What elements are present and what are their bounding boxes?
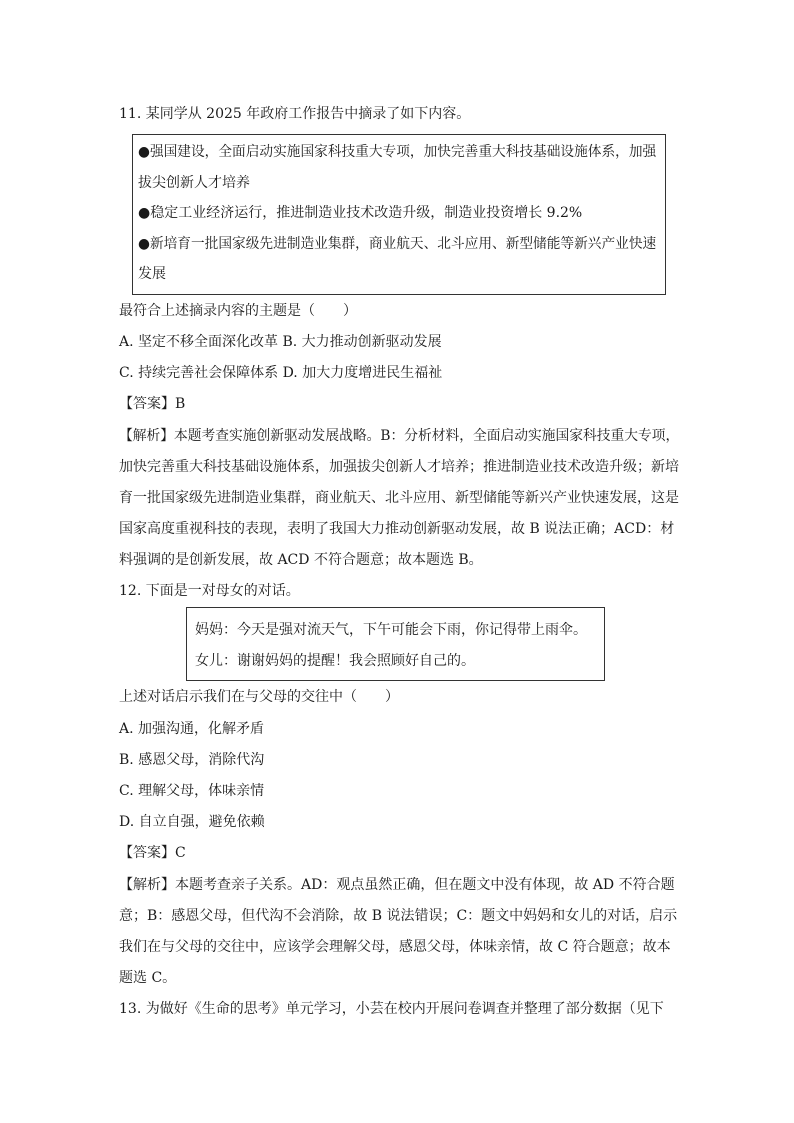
q12-option-c: C. 理解父母，体味亲情 bbox=[119, 783, 265, 799]
q11-option-row: A. 坚定不移全面深化改革 B. 大力推动创新驱动发展 bbox=[119, 334, 442, 350]
q11-analysis-line: 国家高度重视科技的表现，表明了我国大力推动创新驱动发展，故 B 说法正确；ACD：材 bbox=[119, 521, 675, 537]
q11-box-line: 发展 bbox=[138, 266, 166, 282]
q12-question: 上述对话启示我们在与父母的交往中（ ） bbox=[119, 689, 399, 705]
q11-box-line: ●强国建设，全面启动实施国家科技重大专项，加快完善重大科技基础设施体系，加强 bbox=[138, 144, 657, 160]
q13-stem: 13. 为做好《生命的思考》单元学习，小芸在校内开展问卷调查并整理了部分数据（见下 bbox=[119, 1001, 664, 1017]
q11-box-line: ●新培育一批国家级先进制造业集群，商业航天、北斗应用、新型储能等新兴产业快速 bbox=[138, 236, 657, 252]
q11-stem: 11. 某同学从 2025 年政府工作报告中摘录了如下内容。 bbox=[119, 106, 471, 122]
q11-analysis-line: 育一批国家级先进制造业集群，商业航天、北斗应用、新型储能等新兴产业快速发展，这是 bbox=[119, 490, 679, 506]
q11-analysis-line: 【解析】本题考查实施创新驱动发展战略。B：分析材料，全面启动实施国家科技重大专项， bbox=[119, 428, 680, 444]
q12-option-d: D. 自立自强，避免依赖 bbox=[119, 814, 265, 830]
q12-dialogue-daughter: 女儿：谢谢妈妈的提醒！我会照顾好自己的。 bbox=[195, 653, 475, 669]
q12-analysis-line: 【解析】本题考查亲子关系。AD：观点虽然正确，但在题文中没有体现，故 AD 不符合题 bbox=[119, 877, 675, 893]
q11-analysis-line: 料强调的是创新发展，故 ACD 不符合题意；故本题选 B。 bbox=[119, 552, 483, 568]
q12-option-b: B. 感恩父母，消除代沟 bbox=[119, 752, 265, 768]
q12-stem: 12. 下面是一对母女的对话。 bbox=[119, 583, 300, 599]
q11-option-row: C. 持续完善社会保障体系 D. 加大力度增进民生福祉 bbox=[119, 365, 443, 381]
q12-dialogue-mother: 妈妈：今天是强对流天气，下午可能会下雨，你记得带上雨伞。 bbox=[195, 622, 587, 638]
q11-answer: 【答案】B bbox=[119, 396, 186, 412]
q11-box-line: ●稳定工业经济运行，推进制造业技术改造升级，制造业投资增长 9.2% bbox=[138, 205, 583, 221]
q11-box-line: 拔尖创新人才培养 bbox=[138, 175, 250, 191]
q12-dialogue-box bbox=[186, 607, 605, 681]
q12-analysis-line: 题选 C。 bbox=[119, 970, 177, 986]
q11-analysis-line: 加快完善重大科技基础设施体系，加强拔尖创新人才培养；推进制造业技术改造升级；新培 bbox=[119, 459, 679, 475]
q12-analysis-line: 我们在与父母的交往中，应该学会理解父母，感恩父母，体味亲情，故 C 符合题意；故本 bbox=[119, 939, 671, 955]
q12-option-a: A. 加强沟通，化解矛盾 bbox=[119, 721, 265, 737]
q11-material-box bbox=[132, 134, 666, 295]
q11-question: 最符合上述摘录内容的主题是（ ） bbox=[119, 303, 357, 319]
q12-analysis-line: 意；B：感恩父母，但代沟不会消除，故 B 说法错误；C：题文中妈妈和女儿的对话，启示 bbox=[119, 908, 678, 924]
q12-answer: 【答案】C bbox=[119, 845, 186, 861]
